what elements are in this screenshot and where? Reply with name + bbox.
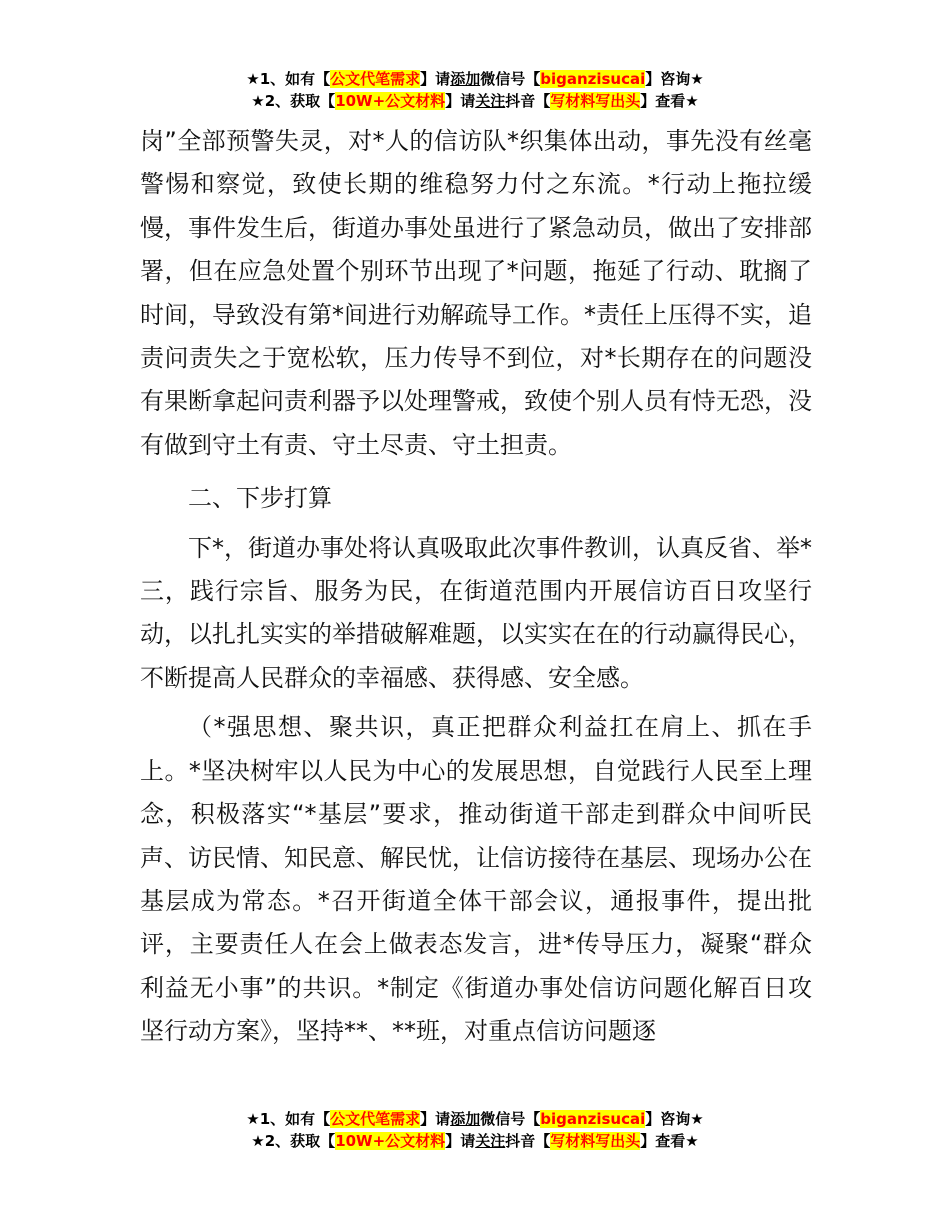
highlight-douyin: 写材料写出头 [550,92,641,110]
highlight-materials: 10W+公文材料 [335,92,446,110]
paragraph-measures: （*强思想、聚共识，真正把群众利益扛在肩上、抓在手上。*坚决树牢以人民为中心的发展思想，自觉践行人民至上理念，积极落实“*基层”要求，推动街道干部走到群众中间听民声、访民情、知民意、解民忧，让信访接待在基层、现场办公在基层成为常态。*召开街道全体干部会议，通报事件，提出批评，主要责任人在会上做表态发言，进*传导压力，凝聚“群众利益无小事”的共识。*制定《街道办事处信访问题化解百日攻坚行动方案》，坚持**、**班，对重点信访问题逐 [140,713,812,1046]
paragraph-plan: 下*，街道办事处将认真吸取此次事件教训，认真反省、举*三，践行宗旨、服务为民，在街道范围内开展信访百日攻坚行动，以扎扎实实的举措破解难题，以实实在在的行动赢得民心，不断提高人民群众的幸福感、获得感、安全感。 [140,533,812,692]
paragraph-continuation: 岗”全部预警失灵，对*人的信访队*织集体出动，事先没有丝毫警惕和察觉，致使长期的维稳努力付之东流。*行动上拖拉缓慢，事件发生后，街道办事处虽进行了紧急动员，做出了安排部署，但在应急处置个别环节出现了*问题，拖延了行动、耽搁了时间，导致没有第*间进行劝解疏导工作。*责任上压得不实，追责问责失之于宽松软，压力传导不到位，对*长期存在的问题没有果断拿起问责利器予以处理警戒，致使个别人员有恃无恐，没有做到守土有责、守土尽责、守土担责。 [140,127,812,459]
section-heading: 二、下步打算 [188,484,332,513]
footer-highlight-douyin: 写材料写出头 [550,1132,641,1150]
highlight-service: 公文代笔需求 [330,70,421,88]
banner-line-2: ★2、获取【10W+公文材料】请关注抖音【写材料写出头】查看★ [251,92,699,110]
footer-highlight-materials: 10W+公文材料 [335,1132,446,1150]
footer-highlight-service: 公文代笔需求 [330,1110,421,1128]
banner-line-1: ★1、如有【公文代笔需求】请添加微信号【biganzisucai】咨询★ [246,70,704,88]
document-body [140,120,812,1054]
footer-line-2: ★2、获取【10W+公文材料】请关注抖音【写材料写出头】查看★ [251,1132,699,1150]
footer-line-1: ★1、如有【公文代笔需求】请添加微信号【biganzisucai】咨询★ [246,1110,704,1128]
footer-highlight-wechat-id: biganzisucai [540,1110,646,1128]
header-banner [0,68,950,112]
highlight-wechat-id: biganzisucai [540,70,646,88]
footer-banner [0,1108,950,1152]
